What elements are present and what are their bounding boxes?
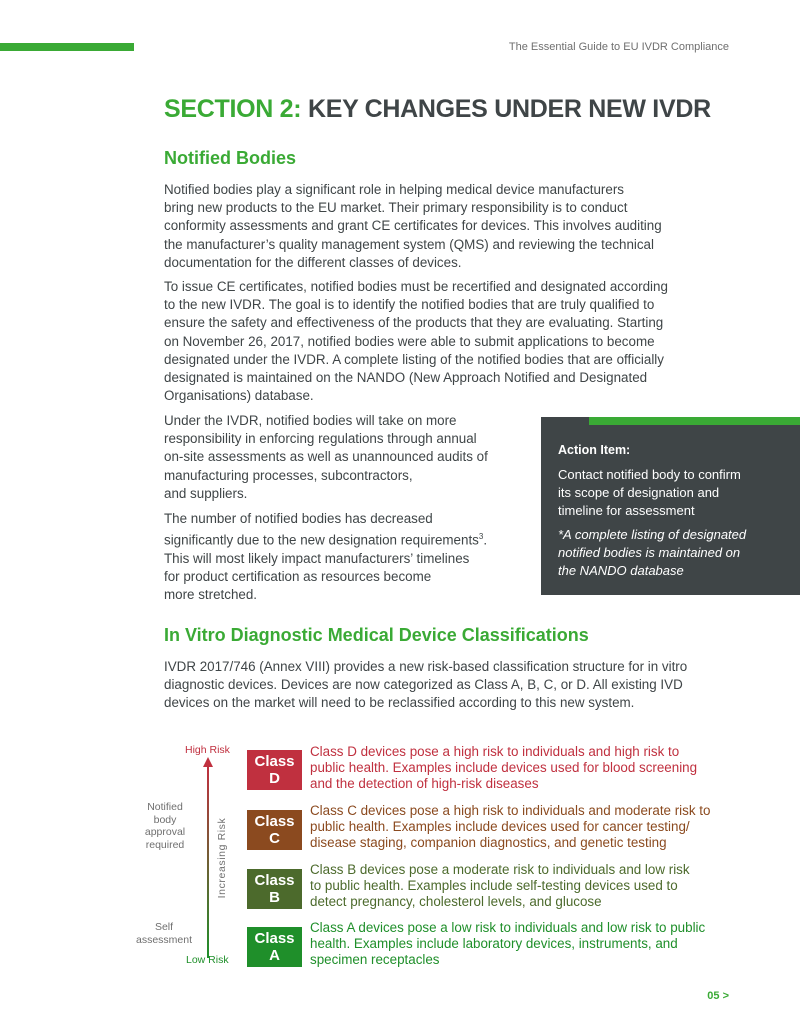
text-line — [164, 528, 534, 550]
text-line: Under the IVDR, notified bodies will take on more — [164, 413, 457, 428]
text-line: timeline for assessment — [558, 503, 695, 519]
class-word: Class — [254, 872, 295, 889]
text-line: notified bodies is maintained on — [558, 545, 741, 561]
text-line: To issue CE certificates, notified bodies must be recertified and designated according — [164, 279, 668, 294]
text-line: conformity assessments and grant CE certificates for devices. This involves auditing — [164, 218, 662, 234]
class-b-description — [310, 862, 740, 911]
text-line: Class B devices pose a moderate risk to individuals and low risk — [310, 862, 690, 877]
running-header: The Essential Guide to EU IVDR Compliance — [508, 41, 729, 53]
class-a-badge — [247, 927, 302, 967]
text-line: detect pregnancy, cholesterol levels, and glucose — [310, 894, 602, 910]
notified-approval-label — [130, 801, 200, 851]
low-risk-label: Low Risk — [186, 954, 229, 966]
text-line: approval — [144, 826, 186, 838]
text-line: more stretched. — [164, 587, 258, 603]
action-item-box — [541, 417, 800, 595]
text-line: public health. Examples include devices used for blood screening — [310, 760, 698, 776]
class-letter: B — [269, 889, 280, 906]
text-line: designated under the IVDR. A complete listing of the notified bodies that are officially — [164, 351, 664, 367]
text-line: Class C devices pose a high risk to individuals and moderate risk to — [310, 803, 711, 818]
text-line: Class A devices pose a low risk to individuals and low risk to public — [310, 920, 706, 935]
text-line: specimen receptacles — [310, 952, 440, 968]
risk-axis-line — [207, 766, 209, 958]
text-line: Class D devices pose a high risk to individuals and high risk to — [310, 744, 680, 759]
text-line: This will most likely impact manufacturers’ timelines — [164, 550, 470, 566]
action-item-text — [558, 466, 783, 521]
text-line: bring new products to the EU market. Their primary responsibility is to conduct — [164, 200, 628, 216]
text-line: and suppliers. — [164, 485, 248, 501]
text-line: manufacturing processes, subcontractors, — [164, 467, 413, 483]
text-line: Organisations) database. — [164, 388, 314, 404]
header-accent-bar — [0, 43, 134, 51]
class-word: Class — [254, 813, 295, 830]
text-line: designated is maintained on the NANDO (New Approach Notified and Designated — [164, 370, 648, 386]
section-title-text: KEY CHANGES UNDER NEW IVDR — [301, 95, 711, 123]
ivd-paragraph — [164, 658, 744, 713]
text-line: required — [145, 838, 185, 851]
text-line: Notified — [147, 801, 183, 813]
self-assessment-label — [124, 921, 204, 946]
text-line: devices on the market will need to be reclassified according to this new system. — [164, 695, 635, 711]
text-line: the NANDO database — [558, 563, 684, 579]
section-number: SECTION 2: — [164, 95, 302, 123]
text-line: Notified bodies play a significant role in helping medical device manufacturers — [164, 182, 624, 197]
text-span: significantly due to the new designation requirements — [164, 532, 479, 548]
notified-paragraph-2 — [164, 278, 724, 405]
notified-paragraph-3 — [164, 412, 534, 503]
text-span: . — [483, 532, 488, 548]
page-number: 05 > — [707, 990, 729, 1002]
action-item-label: Action Item: — [558, 443, 631, 457]
class-letter: A — [269, 947, 280, 964]
class-c-badge — [247, 810, 302, 850]
text-line: The number of notified bodies has decreased — [164, 511, 433, 526]
class-d-description — [310, 744, 740, 793]
text-line: diagnostic devices. Devices are now categorized as Class A, B, C, or D. All existing IVD — [164, 677, 683, 693]
text-line: Self — [154, 921, 174, 933]
text-line: body — [153, 813, 177, 826]
section-title — [164, 95, 711, 124]
text-line: for product certification as resources become — [164, 569, 432, 585]
ivd-classifications-heading: In Vitro Diagnostic Medical Device Classifications — [164, 625, 589, 645]
class-b-badge — [247, 869, 302, 909]
text-line: ensure the safety and effectiveness of the products that they are evaluating. Starting — [164, 315, 664, 331]
class-letter: C — [269, 830, 280, 847]
text-line: disease staging, companion diagnostics, and genetic testing — [310, 835, 667, 851]
text-line: to public health. Examples include self-testing devices used to — [310, 878, 678, 894]
notified-bodies-heading: Notified Bodies — [164, 148, 297, 168]
text-line: the manufacturer’s quality management system (QMS) and reviewing the technical — [164, 236, 654, 252]
text-line: public health. Examples include devices used for cancer testing/ — [310, 819, 690, 835]
increasing-risk-label: Increasing Risk — [216, 817, 228, 899]
class-word: Class — [254, 753, 295, 770]
class-d-badge — [247, 750, 302, 790]
text-line: on November 26, 2017, notified bodies were able to submit applications to become — [164, 333, 655, 349]
class-a-description — [310, 920, 740, 969]
text-line: to the new IVDR. The goal is to identify the notified bodies that are truly qualified to — [164, 297, 655, 313]
action-item-note — [558, 526, 783, 581]
text-line: responsibility in enforcing regulations through annual — [164, 431, 477, 447]
text-line: and the detection of high-risk diseases — [310, 776, 539, 792]
text-line: Contact notified body to confirm — [558, 467, 741, 482]
text-line: assessment — [135, 933, 193, 946]
text-line: its scope of designation and — [558, 485, 720, 501]
action-item-accent-bar — [589, 417, 800, 425]
text-line: documentation for the different classes of devices. — [164, 254, 462, 270]
class-c-description — [310, 803, 740, 852]
footnote-marker: 3 — [478, 532, 484, 542]
class-word: Class — [254, 930, 295, 947]
text-line: IVDR 2017/746 (Annex VIII) provides a new risk-based classification structure for in vitro — [164, 659, 688, 674]
notified-paragraph-1 — [164, 181, 724, 272]
text-line: on-site assessments as well as unannounced audits of — [164, 449, 488, 465]
text-line: *A complete listing of designated — [558, 527, 747, 542]
high-risk-label: High Risk — [185, 744, 230, 756]
class-letter: D — [269, 770, 280, 787]
text-line: health. Examples include laboratory devices, instruments, and — [310, 936, 678, 952]
notified-paragraph-4 — [164, 510, 534, 604]
